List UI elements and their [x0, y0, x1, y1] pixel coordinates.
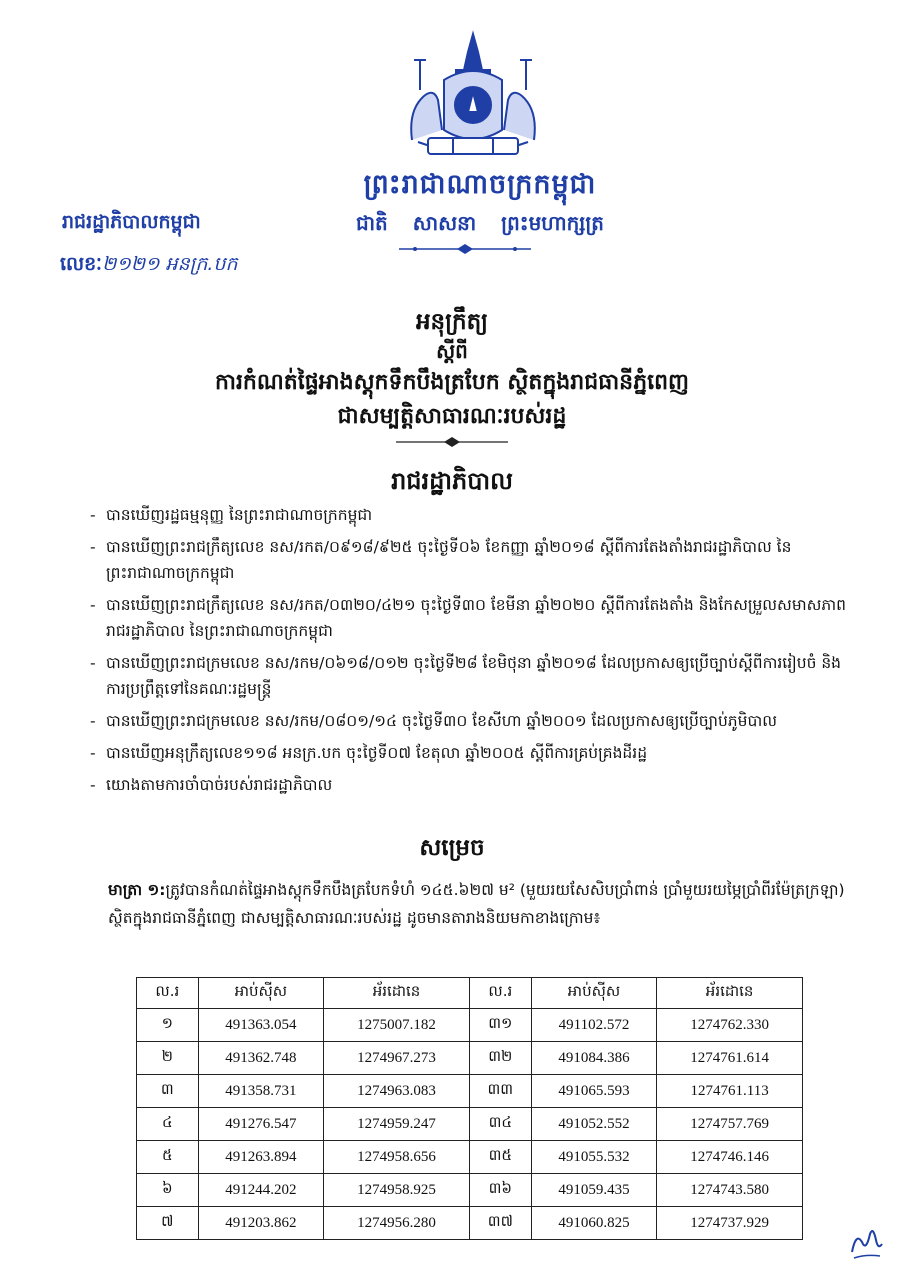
table-cell: ៣៧	[469, 1207, 531, 1240]
col-header: អាប់ស៊ីស	[531, 978, 656, 1009]
reference-item: - យោងតាមការចាំបាច់របស់រាជរដ្ឋាភិបាល	[90, 772, 850, 798]
table-cell: ៣	[137, 1075, 199, 1108]
table-cell: ៣៦	[469, 1174, 531, 1207]
table-cell: 1274963.083	[324, 1075, 470, 1108]
table-cell: 491244.202	[198, 1174, 323, 1207]
decision-heading: សម្រេច	[419, 835, 485, 861]
table-cell: ៥	[137, 1141, 199, 1174]
article-1	[108, 876, 853, 932]
reference-item: - បានឃើញព្រះរាជក្រឹត្យលេខ នស/រកត/០៣២០/៤២១ ចុះថ្ងៃទី៣០ ខែមីនា ឆ្នាំ២០២០ ស្តីពីការតែងតាំង និងកែសម្រួលសមាសភាពរាជរដ្ឋាភិបាល នៃព្រះរាជាណាចក្រកម្ពុជា	[90, 592, 850, 644]
table-cell: 1275007.182	[324, 1009, 470, 1042]
table-cell: 1274757.769	[657, 1108, 803, 1141]
reference-item: - បានឃើញព្រះរាជក្រមលេខ នស/រកម/០៦១៨/០១២ ចុះថ្ងៃទី២៨ ខែមិថុនា ឆ្នាំ២០១៨ ដែលប្រកាសឲ្យប្រើច្បាប់ស្តីពីការរៀបចំ និងការប្រព្រឹត្តទៅនៃគណៈរដ្ឋមន្ត្រី	[90, 650, 850, 702]
table-cell: ៣៥	[469, 1141, 531, 1174]
table-row	[137, 1075, 803, 1108]
reference-number	[60, 252, 238, 280]
table-cell: 491060.825	[531, 1207, 656, 1240]
table-cell: 491358.731	[198, 1075, 323, 1108]
table-cell: 491276.547	[198, 1108, 323, 1141]
legal-references-list	[90, 502, 850, 804]
reference-value: ២១២១ អនក្រ.បក	[101, 253, 238, 275]
col-header: ល.រ	[469, 978, 531, 1009]
table-cell: 1274967.273	[324, 1042, 470, 1075]
article-1-label: មាត្រា ១:	[108, 881, 166, 899]
table-header-row	[137, 978, 803, 1009]
document-about: ស្តីពី	[436, 339, 468, 363]
reference-item: - បានឃើញអនុក្រឹត្យលេខ១១៨ អនក្រ.បក ចុះថ្ងៃទី០៧ ខែតុលា ឆ្នាំ២០០៥ ស្តីពីការគ្រប់គ្រងដីរដ្ឋ	[90, 740, 850, 766]
col-header: អាប់ស៊ីស	[198, 978, 323, 1009]
table-cell: 491363.054	[198, 1009, 323, 1042]
table-row	[137, 1174, 803, 1207]
table-cell: 491102.572	[531, 1009, 656, 1042]
ornament-divider-icon	[395, 242, 535, 256]
table-cell: ៤	[137, 1108, 199, 1141]
table-cell: 1274958.656	[324, 1141, 470, 1174]
table-cell: ៧	[137, 1207, 199, 1240]
table-cell: 491065.593	[531, 1075, 656, 1108]
issuer-heading: រាជរដ្ឋាភិបាល	[391, 467, 513, 495]
motto-nation: ជាតិ	[355, 211, 388, 235]
royal-coat-of-arms-icon	[398, 30, 548, 165]
kingdom-title: ព្រះរាជាណាចក្រកម្ពុជា	[363, 169, 597, 200]
table-cell: 491052.552	[531, 1108, 656, 1141]
table-cell: ២	[137, 1042, 199, 1075]
motto-king: ព្រះមហាក្សត្រ	[501, 211, 604, 235]
document-title-line2: ជាសម្បត្តិសាធារណៈរបស់រដ្ឋ	[337, 404, 567, 429]
table-cell: ៣៤	[469, 1108, 531, 1141]
table-row	[137, 1108, 803, 1141]
document-type: អនុក្រឹត្យ	[415, 309, 489, 335]
table-cell: ៣១	[469, 1009, 531, 1042]
motto-religion: សាសនា	[412, 211, 477, 235]
col-header: អ័រដោនេ	[657, 978, 803, 1009]
government-label: រាជរដ្ឋាភិបាលកម្ពុជា	[62, 211, 201, 233]
table-cell: 491203.862	[198, 1207, 323, 1240]
table-cell: 1274956.280	[324, 1207, 470, 1240]
table-cell: 491362.748	[198, 1042, 323, 1075]
initials-signature-icon	[846, 1222, 886, 1262]
table-row	[137, 1042, 803, 1075]
coordinates-table	[136, 977, 803, 1240]
article-1-text: ត្រូវបានកំណត់ផ្ទៃអាងស្តុកទឹកបឹងត្របែកទំហំ ១៤៥.៦២៧ ម² (មួយរយសែសិបប្រាំពាន់ ប្រាំមួយរយម្ភៃប្រាំពីរម៉ែត្រក្រឡា) ស្ថិតក្នុងរាជធានីភ្នំពេញ ជាសម្បត្តិសាធារណៈរបស់រដ្ឋ ដូចមានតារាងនិយមកាខាងក្រោម៖	[108, 881, 845, 927]
table-cell: 1274959.247	[324, 1108, 470, 1141]
table-cell: ៣៣	[469, 1075, 531, 1108]
table-cell: 1274762.330	[657, 1009, 803, 1042]
table-cell: 1274761.113	[657, 1075, 803, 1108]
table-row	[137, 1009, 803, 1042]
col-header: ល.រ	[137, 978, 199, 1009]
table-cell: ៦	[137, 1174, 199, 1207]
table-row	[137, 1141, 803, 1174]
table-cell: 1274958.925	[324, 1174, 470, 1207]
col-header: អ័រដោនេ	[324, 978, 470, 1009]
reference-item: - បានឃើញព្រះរាជក្រមលេខ នស/រកម/០៨០១/១៤ ចុះថ្ងៃទី៣០ ខែសីហា ឆ្នាំ២០០១ ដែលប្រកាសឲ្យប្រើច្បាប់ភូមិបាល	[90, 708, 850, 734]
reference-item: - បានឃើញរដ្ឋធម្មនុញ្ញ នៃព្រះរាជាណាចក្រកម្ពុជា	[90, 502, 850, 528]
title-ornament-icon	[392, 436, 512, 448]
table-cell: 1274761.614	[657, 1042, 803, 1075]
reference-label: លេខៈ	[60, 253, 102, 275]
table-cell: 491084.386	[531, 1042, 656, 1075]
table-row	[137, 1207, 803, 1240]
table-cell: 1274737.929	[657, 1207, 803, 1240]
table-cell: 491059.435	[531, 1174, 656, 1207]
national-motto	[300, 210, 660, 240]
table-cell: 1274746.146	[657, 1141, 803, 1174]
table-cell: 491055.532	[531, 1141, 656, 1174]
reference-item: - បានឃើញព្រះរាជក្រឹត្យលេខ នស/រកត/០៩១៨/៩២៥ ចុះថ្ងៃទី០៦ ខែកញ្ញា ឆ្នាំ២០១៨ ស្តីពីការតែងតាំងរាជរដ្ឋាភិបាល នៃព្រះរាជាណាចក្រកម្ពុជា	[90, 534, 850, 586]
document-title-line1: ការកំណត់ផ្ទៃអាងស្តុកទឹកបឹងត្របែក ស្ថិតក្នុងរាជធានីភ្នំពេញ	[215, 370, 689, 395]
table-cell: 491263.894	[198, 1141, 323, 1174]
table-cell: ១	[137, 1009, 199, 1042]
table-cell: 1274743.580	[657, 1174, 803, 1207]
table-cell: ៣២	[469, 1042, 531, 1075]
